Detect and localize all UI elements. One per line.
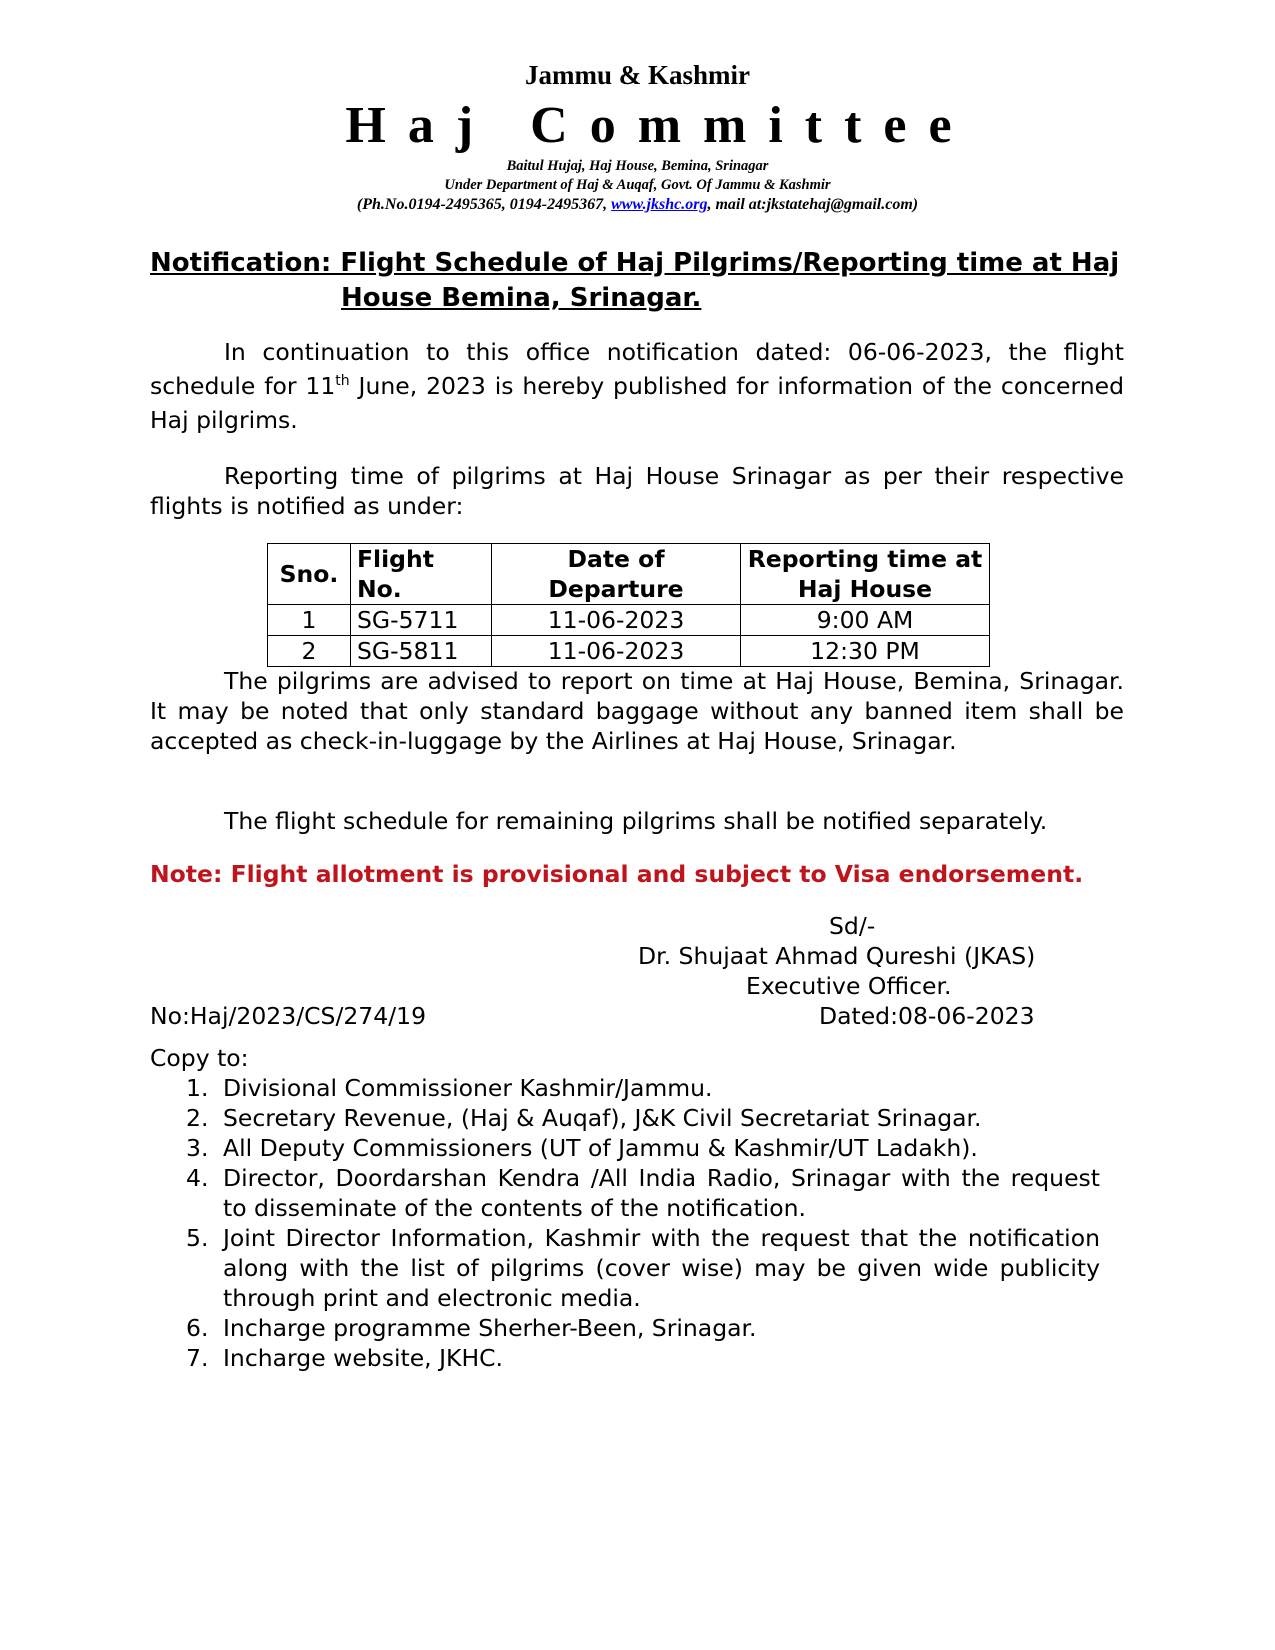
list-item — [150, 1163, 1100, 1223]
list-item — [150, 1313, 1100, 1343]
reference-date: Dated:08-06-2023 — [819, 1002, 1035, 1030]
list-number: 3. — [186, 1134, 209, 1162]
list-item-text: All Deputy Commissioners (UT of Jammu & Kashmir/UT Ladakh). — [223, 1134, 978, 1162]
col-header-reporting-time: Reporting time at Haj House — [741, 544, 990, 605]
list-number: 2. — [186, 1104, 209, 1132]
table-header-row — [268, 544, 990, 605]
header-contact-line — [0, 196, 1275, 214]
provisional-note: Note: Flight allotment is provisional and subject to Visa endorsement. — [150, 860, 1084, 888]
table-row — [268, 636, 990, 667]
cell-sno: 1 — [268, 605, 351, 636]
cell-flight-no: SG-5811 — [351, 636, 492, 667]
advisory-paragraph: The pilgrims are advised to report on time at Haj House, Bemina, Srinagar. It may be noted that only standard baggage without any banned item shall be accepted as check-in-luggage by the Airlines at Haj House, Srinagar. — [150, 667, 1124, 755]
header-address-line2: Under Department of Haj & Auqaf, Govt. Of Jammu & Kashmir — [444, 177, 831, 193]
header-state: Jammu & Kashmir — [525, 60, 750, 90]
cell-reporting-time: 9:00 AM — [741, 605, 990, 636]
list-item-text: Joint Director Information, Kashmir with the request that the notification along with the list of pilgrims (cover wise) may be given wide publicity through print and electronic media. — [223, 1224, 1100, 1312]
list-number: 6. — [186, 1314, 209, 1342]
list-item-text: Secretary Revenue, (Haj & Auqaf), J&K Civil Secretariat Srinagar. — [223, 1104, 982, 1132]
copy-to-list — [150, 1073, 1100, 1373]
list-item-text: Incharge programme Sherher-Been, Srinagar. — [223, 1314, 757, 1342]
header-title: Haj Committee — [345, 97, 974, 154]
cell-flight-no: SG-5711 — [351, 605, 492, 636]
reference-number: No:Haj/2023/CS/274/19 — [150, 1002, 427, 1030]
notification-title-line1: Notification: Flight Schedule of Haj Pilgrims/Reporting time at Haj — [150, 248, 1120, 278]
website-link[interactable]: www.jkshc.org — [611, 196, 708, 213]
intro-paragraph — [150, 335, 1124, 437]
list-number: 7. — [186, 1344, 209, 1372]
signatory-name: Dr. Shujaat Ahmad Qureshi (JKAS) — [638, 942, 1036, 970]
list-item-text: Director, Doordarshan Kendra /All India Radio, Srinagar with the request to disseminate of the contents of the notification. — [223, 1164, 1100, 1222]
contact-phone: (Ph.No.0194-2495365, 0194-2495367, — [356, 196, 612, 213]
notification-title-line2: House Bemina, Srinagar. — [341, 283, 702, 313]
col-header-departure-date: Date of Departure — [492, 544, 741, 605]
contact-email: , mail at:jkstatehaj@gmail.com) — [707, 196, 919, 213]
list-item-text: Incharge website, JKHC. — [223, 1344, 504, 1372]
list-number: 5. — [186, 1224, 209, 1252]
list-number: 1. — [186, 1074, 209, 1102]
cell-sno: 2 — [268, 636, 351, 667]
list-item — [150, 1223, 1100, 1313]
ordinal-suffix: th — [335, 373, 350, 390]
col-header-flight-no: Flight No. — [351, 544, 492, 605]
intro-text-b: June, 2023 is hereby published for information of the concerned Haj pilgrims. — [150, 372, 1124, 434]
intro-text-a: In continuation to this office notification dated: 06-06-2023, the flight schedule for 11 — [150, 338, 1124, 400]
col-header-sno: Sno. — [268, 544, 351, 605]
signatory-designation: Executive Officer. — [746, 972, 952, 1000]
cell-reporting-time: 12:30 PM — [741, 636, 990, 667]
list-number: 4. — [186, 1164, 209, 1192]
copy-to-label: Copy to: — [150, 1044, 249, 1072]
cell-departure-date: 11-06-2023 — [492, 636, 741, 667]
flight-schedule-table — [267, 543, 990, 667]
list-item — [150, 1343, 1100, 1373]
list-item — [150, 1073, 1100, 1103]
reporting-paragraph: Reporting time of pilgrims at Haj House Srinagar as per their respective flights is notified as under: — [150, 462, 1124, 520]
header-address-line1: Baitul Hujaj, Haj House, Bemina, Srinagar — [506, 158, 769, 174]
list-item-text: Divisional Commissioner Kashmir/Jammu. — [223, 1074, 713, 1102]
list-item — [150, 1103, 1100, 1133]
remaining-schedule-paragraph: The flight schedule for remaining pilgrims shall be notified separately. — [224, 807, 1048, 835]
cell-departure-date: 11-06-2023 — [492, 605, 741, 636]
list-item — [150, 1133, 1100, 1163]
table-row — [268, 605, 990, 636]
signature-sd: Sd/- — [829, 912, 876, 940]
